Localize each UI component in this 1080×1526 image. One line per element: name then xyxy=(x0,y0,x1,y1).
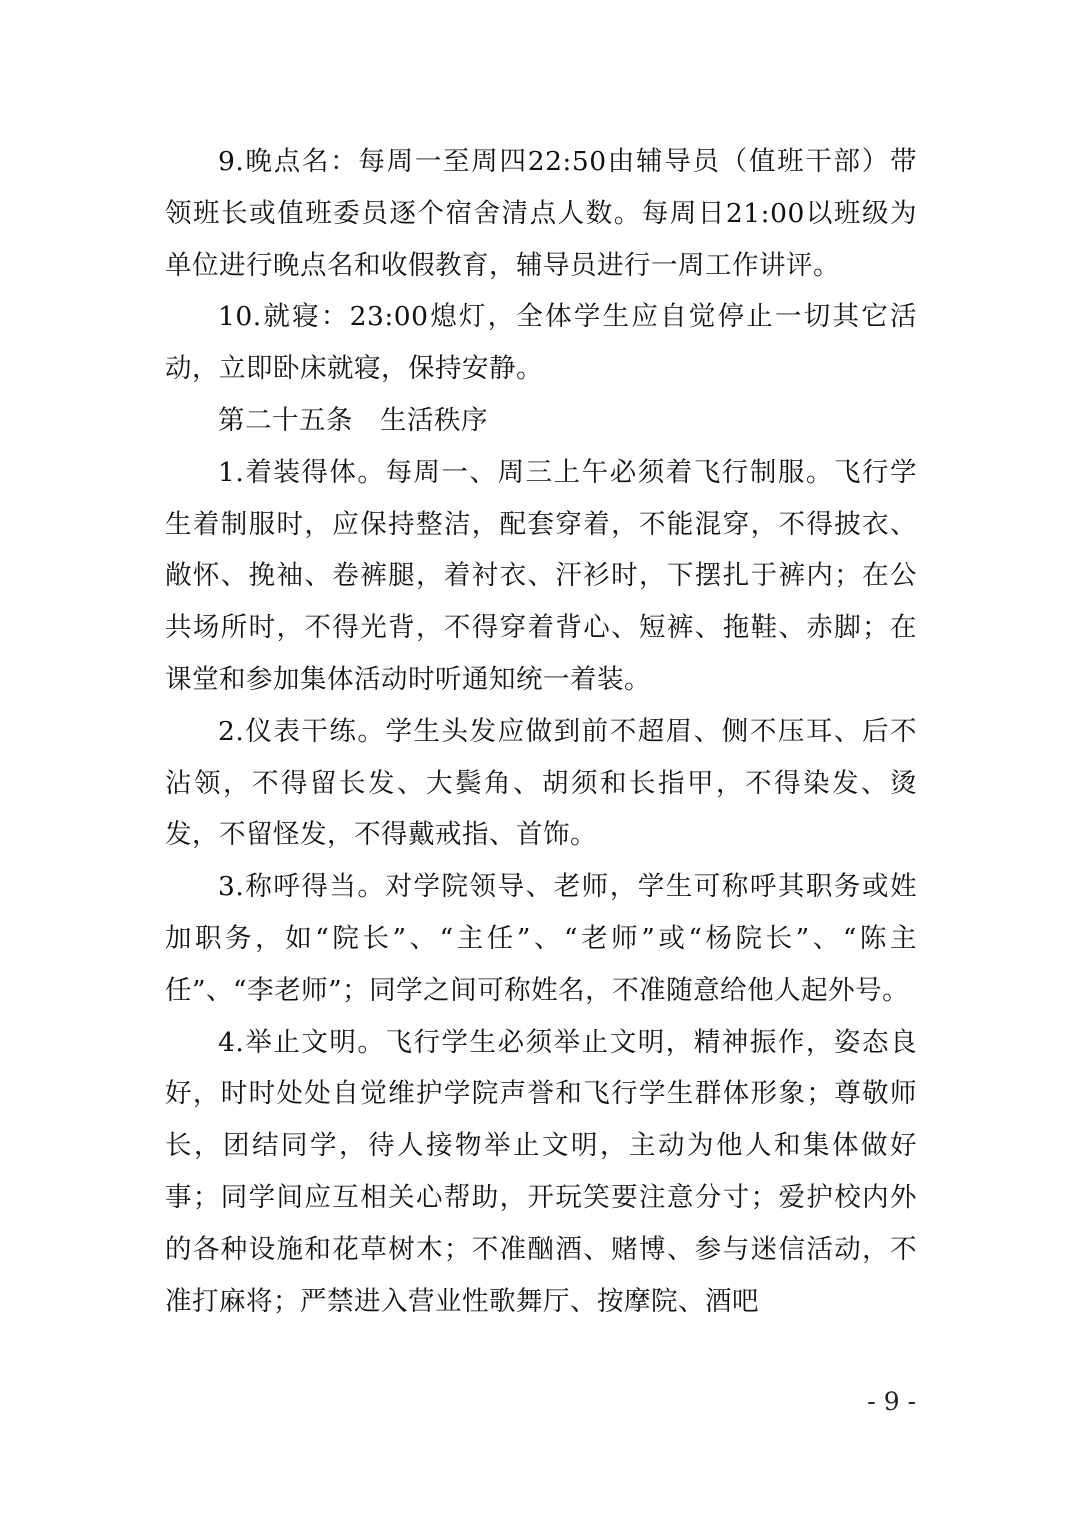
document-body xyxy=(165,136,917,1327)
paragraph-forms-of-address: 3.称呼得当。对学院领导、老师，学生可称呼其职务或姓加职务，如“院长”、“主任”、“老师”或“杨院长”、“陈主任”、“李老师”；同学之间可称姓名，不准随意给他人起外号。 xyxy=(165,871,917,1006)
paragraph-civil-behavior: 4.举止文明。飞行学生必须举止文明，精神振作，姿态良好，时时处处自觉维护学院声誉和飞行学生群体形象；尊敬师长，团结同学，待人接物举止文明，主动为他人和集体做好事；同学间应互相关心帮助，开玩笑要注意分寸；爱护校内外的各种设施和花草树木；不准酗酒、赌博、参与迷信活动，不准打麻将；严禁进入营业性歌舞厅、按摩院、酒吧 xyxy=(165,1026,917,1317)
paragraph-evening-roll-call: 9.晚点名：每周一至周四22:50由辅导员（值班干部）带领班长或值班委员逐个宿舍清点人数。每周日21:00以班级为单位进行晚点名和收假教育，辅导员进行一周工作讲评。 xyxy=(165,146,917,281)
paragraph-appearance: 2.仪表干练。学生头发应做到前不超眉、侧不压耳、后不沾领，不得留长发、大鬓角、胡须和长指甲，不得染发、烫发，不留怪发，不得戴戒指、首饰。 xyxy=(165,715,917,851)
paragraph-bedtime: 10.就寝：23:00熄灯，全体学生应自觉停止一切其它活动，立即卧床就寝，保持安静。 xyxy=(165,301,917,385)
page-number: - 9 - xyxy=(867,1387,916,1416)
paragraph-dress-code: 1.着装得体。每周一、周三上午必须着飞行制服。飞行学生着制服时，应保持整洁，配套穿着，不能混穿，不得披衣、敞怀、挽袖、卷裤腿，着衬衣、汗衫时，下摆扎于裤内；在公共场所时，不得光背，不得穿着背心、短裤、拖鞋、赤脚；在课堂和参加集体活动时听通知统一着装。 xyxy=(165,456,917,695)
article-heading-25: 第二十五条 生活秩序 xyxy=(218,404,488,436)
